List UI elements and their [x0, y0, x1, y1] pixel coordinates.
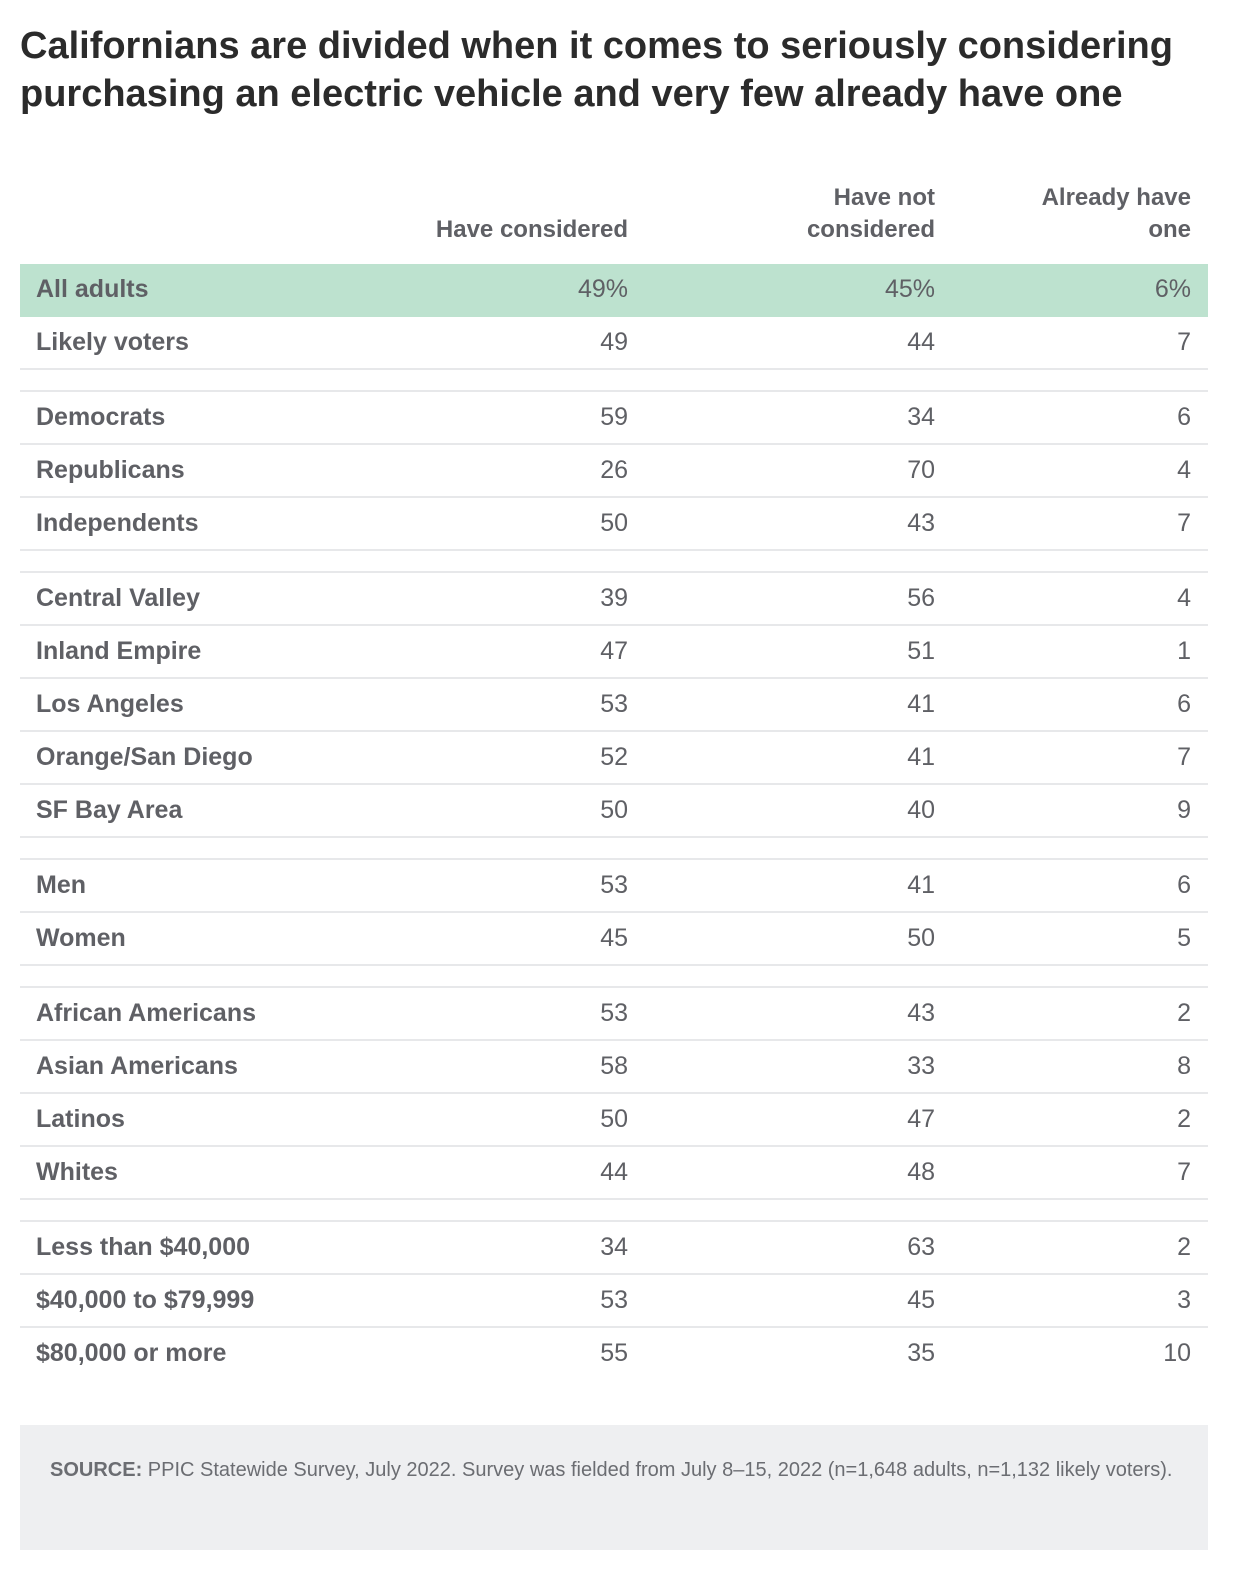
- cell-already-have-one: 8: [1177, 1052, 1191, 1080]
- cell-have-considered: 50: [600, 1105, 628, 1133]
- column-header-have-not-considered: [807, 182, 935, 246]
- cell-have-considered: 50: [600, 796, 628, 824]
- cell-already-have-one: 5: [1177, 924, 1191, 952]
- table-row: [20, 392, 1208, 445]
- cell-have-not-considered: 51: [907, 637, 935, 665]
- cell-already-have-one: 2: [1177, 1233, 1191, 1261]
- group-divider: [20, 966, 1208, 988]
- table-row: [20, 1275, 1208, 1328]
- cell-have-considered: 26: [600, 456, 628, 484]
- cell-have-not-considered: 41: [907, 743, 935, 771]
- table-row: [20, 1147, 1208, 1200]
- row-label: Men: [36, 871, 86, 899]
- row-label: Inland Empire: [36, 637, 202, 665]
- cell-have-not-considered: 63: [907, 1233, 935, 1261]
- cell-already-have-one: 6: [1177, 403, 1191, 431]
- row-label: Orange/San Diego: [36, 743, 253, 771]
- cell-have-not-considered: 50: [907, 924, 935, 952]
- table-row-all-adults: [20, 264, 1208, 317]
- table-row: [20, 1328, 1208, 1381]
- cell-have-not-considered: 41: [907, 871, 935, 899]
- table-row: [20, 1094, 1208, 1147]
- cell-have-not-considered: 41: [907, 690, 935, 718]
- cell-have-considered: 49%: [577, 275, 628, 303]
- cell-already-have-one: 7: [1177, 1158, 1191, 1186]
- chart-title: Californians are divided when it comes to seriously considering purchasing an electric vehicle and very few already have one: [20, 25, 1173, 115]
- source-text: PPIC Statewide Survey, July 2022. Survey was fielded from July 8–15, 2022 (n=1,648 adults, n=1,132 likely voters).: [142, 1459, 1173, 1481]
- row-label: Likely voters: [36, 328, 189, 356]
- cell-have-considered: 53: [600, 690, 628, 718]
- cell-already-have-one: 4: [1177, 584, 1191, 612]
- column-header-line: Have not: [833, 184, 935, 211]
- row-label: Republicans: [36, 456, 185, 484]
- row-label: Los Angeles: [36, 690, 184, 718]
- column-header-have-considered: [436, 214, 628, 246]
- table-row: [20, 498, 1208, 551]
- cell-have-considered: 34: [600, 1233, 628, 1261]
- cell-have-not-considered: 35: [907, 1339, 935, 1367]
- cell-already-have-one: 7: [1177, 743, 1191, 771]
- cell-have-considered: 39: [600, 584, 628, 612]
- table-row: [20, 1041, 1208, 1094]
- cell-already-have-one: 9: [1177, 796, 1191, 824]
- group-divider: [20, 551, 1208, 573]
- cell-have-considered: 49: [600, 328, 628, 356]
- data-table: [20, 178, 1208, 1381]
- row-label: $40,000 to $79,999: [36, 1286, 255, 1314]
- cell-already-have-one: 6%: [1154, 275, 1191, 303]
- cell-already-have-one: 3: [1177, 1286, 1191, 1314]
- cell-have-not-considered: 45%: [884, 275, 935, 303]
- table-row: [20, 1222, 1208, 1275]
- row-label: Whites: [36, 1158, 118, 1186]
- cell-have-not-considered: 43: [907, 999, 935, 1027]
- cell-already-have-one: 6: [1177, 871, 1191, 899]
- row-label: All adults: [36, 275, 149, 303]
- cell-have-not-considered: 33: [907, 1052, 935, 1080]
- cell-have-considered: 53: [600, 1286, 628, 1314]
- cell-have-considered: 50: [600, 509, 628, 537]
- cell-have-considered: 59: [600, 403, 628, 431]
- cell-have-considered: 45: [600, 924, 628, 952]
- row-label: Independents: [36, 509, 199, 537]
- row-label: Central Valley: [36, 584, 200, 612]
- cell-already-have-one: 4: [1177, 456, 1191, 484]
- cell-already-have-one: 10: [1163, 1339, 1191, 1367]
- cell-have-not-considered: 56: [907, 584, 935, 612]
- cell-have-not-considered: 44: [907, 328, 935, 356]
- column-header-line: Already have: [1041, 184, 1191, 211]
- column-header-line: Have considered: [435, 216, 628, 243]
- column-header-line: one: [1148, 216, 1191, 243]
- cell-already-have-one: 7: [1177, 509, 1191, 537]
- source-label: SOURCE:: [50, 1459, 143, 1481]
- cell-have-not-considered: 47: [907, 1105, 935, 1133]
- cell-have-not-considered: 43: [907, 509, 935, 537]
- table-row: [20, 626, 1208, 679]
- table-row: [20, 679, 1208, 732]
- table-row: [20, 317, 1208, 370]
- group-divider: [20, 370, 1208, 392]
- table-row: [20, 573, 1208, 626]
- cell-have-considered: 58: [600, 1052, 628, 1080]
- source-note: [20, 1425, 1208, 1550]
- group-divider: [20, 1200, 1208, 1222]
- cell-have-considered: 53: [600, 871, 628, 899]
- cell-have-considered: 53: [600, 999, 628, 1027]
- row-label: $80,000 or more: [36, 1339, 227, 1367]
- cell-already-have-one: 7: [1177, 328, 1191, 356]
- row-label: Latinos: [36, 1105, 125, 1133]
- cell-already-have-one: 2: [1177, 1105, 1191, 1133]
- row-label: Less than $40,000: [36, 1233, 251, 1261]
- row-label: Democrats: [36, 403, 166, 431]
- cell-already-have-one: 6: [1177, 690, 1191, 718]
- row-label: African Americans: [36, 999, 256, 1027]
- column-header-already-have-one: [1042, 182, 1191, 246]
- column-header-line: considered: [806, 216, 935, 243]
- cell-have-considered: 44: [600, 1158, 628, 1186]
- row-label: Women: [36, 924, 126, 952]
- cell-already-have-one: 2: [1177, 999, 1191, 1027]
- table-row: [20, 445, 1208, 498]
- cell-have-not-considered: 34: [907, 403, 935, 431]
- table-row: [20, 785, 1208, 838]
- cell-have-considered: 47: [600, 637, 628, 665]
- cell-already-have-one: 1: [1177, 637, 1191, 665]
- table-row: [20, 913, 1208, 966]
- cell-have-not-considered: 45: [907, 1286, 935, 1314]
- table-row: [20, 988, 1208, 1041]
- cell-have-not-considered: 70: [907, 456, 935, 484]
- group-divider: [20, 838, 1208, 860]
- cell-have-considered: 52: [600, 743, 628, 771]
- table-row: [20, 860, 1208, 913]
- row-label: Asian Americans: [36, 1052, 238, 1080]
- cell-have-considered: 55: [600, 1339, 628, 1367]
- cell-have-not-considered: 48: [907, 1158, 935, 1186]
- cell-have-not-considered: 40: [907, 796, 935, 824]
- table-row: [20, 732, 1208, 785]
- row-label: SF Bay Area: [36, 796, 183, 824]
- table-header: [20, 178, 1208, 264]
